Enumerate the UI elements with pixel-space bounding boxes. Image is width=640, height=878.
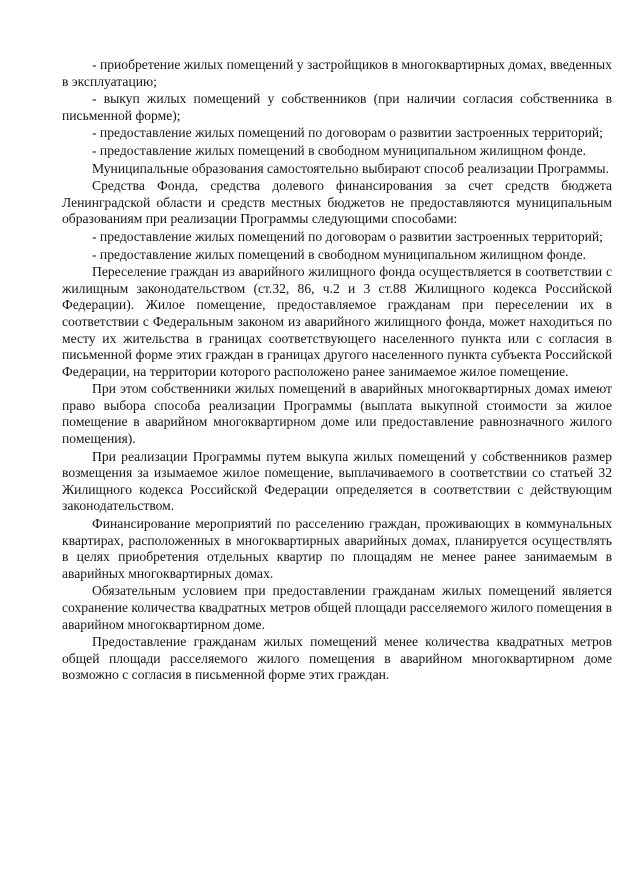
paragraph-resettlement-legislation: Переселение граждан из аварийного жилищного фонда осуществляется в соответствии с жилищным законодательством (ст.32, 86, ч.2 и 3 ст.88 Жилищного кодекса Российской Федерации). Жилое помещение, предоставляемое гражданам при переселении их в соответствии с Федеральным законом из аварийного жилищного фонда, может находиться по месту их жительства в границах соответствующего населенного пункта или с согласия в письменной форме этих граждан в границах другого населенного пункта субъекта Российской Федерации, на территории которого расположено ранее занимаемое жилое помещение. — [62, 264, 612, 379]
paragraph-free-municipal-fund: - предоставление жилых помещений в свободном муниципальном жилищном фонде. — [92, 142, 587, 158]
paragraph-restricted-free-municipal-fund: - предоставление жилых помещений в свободном муниципальном жилищном фонде. — [92, 246, 587, 262]
paragraph-compensation: При реализации Программы путем выкупа жилых помещений у собственников размер возмещения за изымаемое жилое помещение, выплачиваемого в соответствии со статьей 32 Жилищного кодекса Российской Федерации определяется в соответствии с действующим законодательством. — [62, 448, 612, 514]
paragraph-smaller-area-consent: Предоставление гражданам жилых помещений менее количества квадратных метров общей площади расселяемого жилого помещения в аварийном многоквартирном доме возможно с согласия в письменной форме этих граждан. — [62, 634, 612, 683]
paragraph-buyout-from-owners: - выкуп жилых помещений у собственников (при наличии согласия собственника в письменной форме); — [62, 91, 612, 123]
paragraph-fund-restrictions: Средства Фонда, средства долевого финансирования за счет средств бюджета Ленинградской области и средств местных бюджетов не предоставляются муниципальным образованиям при реализации Программы следующими способами: — [62, 178, 612, 227]
paragraph-development-contracts: - предоставление жилых помещений по договорам о развитии застроенных территорий; — [92, 125, 603, 141]
paragraph-mandatory-condition: Обязательным условием при предоставлении гражданам жилых помещений является сохранение количества квадратных метров общей площади расселяемого жилого помещения в аварийном многоквартирном доме. — [62, 583, 612, 632]
paragraph-acquisition-from-developers: - приобретение жилых помещений у застройщиков в многоквартирных домах, введенных в эксплуатацию; — [62, 57, 612, 89]
paragraph-communal-apartments: Финансирование мероприятий по расселению граждан, проживающих в коммунальных квартирах, расположенных в многоквартирных аварийных домах, планируется осуществлять в целях приобретения отдельных квартир по площадям не менее ранее занимаемым в аварийных многоквартирных домах. — [62, 516, 612, 581]
paragraph-municipal-choice: Муниципальные образования самостоятельно выбирают способ реализации Программы. — [92, 160, 609, 176]
paragraph-restricted-development-contracts: - предоставление жилых помещений по договорам о развитии застроенных территорий; — [92, 228, 603, 244]
paragraph-owners-choice: При этом собственники жилых помещений в аварийных многоквартирных домах имеют право выбора способа реализации Программы (выплата выкупной стоимости за жилое помещение в аварийном многоквартирном доме или предоставление равнозначного жилого помещения). — [62, 381, 612, 447]
